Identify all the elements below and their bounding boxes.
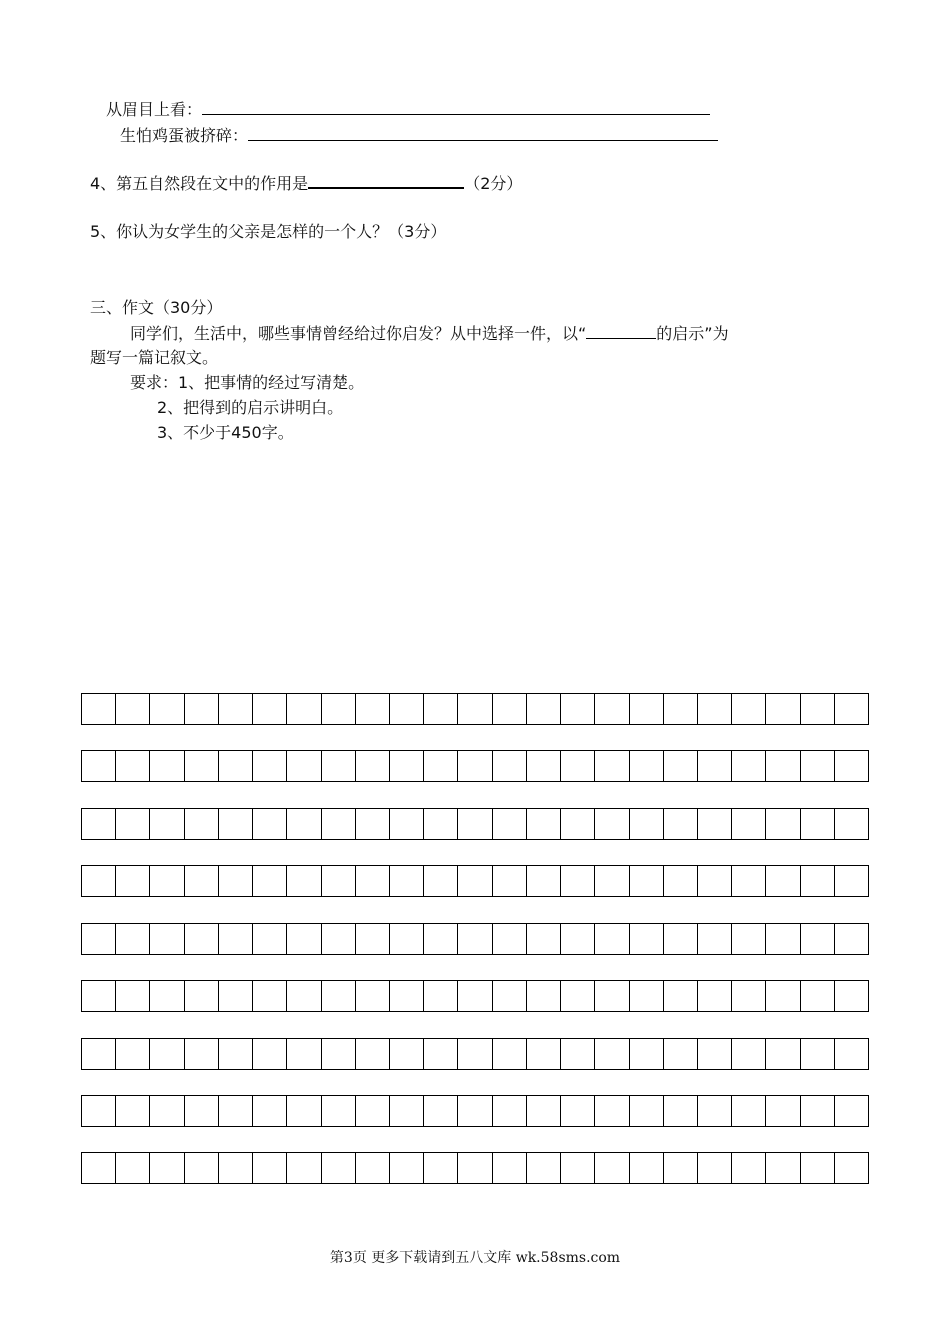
essay-prompt-line2: 题写一篇记叙文。: [90, 348, 219, 367]
grid-cell[interactable]: [322, 866, 356, 896]
grid-cell[interactable]: [801, 981, 835, 1011]
grid-cell[interactable]: [698, 751, 732, 781]
grid-cell[interactable]: [287, 694, 321, 724]
grid-cell[interactable]: [630, 924, 664, 954]
grid-cell[interactable]: [664, 924, 698, 954]
grid-cell[interactable]: [630, 809, 664, 839]
grid-cell[interactable]: [116, 866, 150, 896]
grid-cell[interactable]: [253, 1153, 287, 1183]
grid-cell[interactable]: [150, 1096, 184, 1126]
grid-cell[interactable]: [150, 981, 184, 1011]
grid-cell[interactable]: [322, 751, 356, 781]
grid-cell[interactable]: [527, 1153, 561, 1183]
grid-cell[interactable]: [390, 924, 424, 954]
essay-prompt-line1: [130, 324, 729, 344]
grid-cell[interactable]: [356, 924, 390, 954]
grid-cell[interactable]: [253, 694, 287, 724]
grid-cell[interactable]: [493, 981, 527, 1011]
grid-cell[interactable]: [664, 1153, 698, 1183]
grid-cell[interactable]: [664, 694, 698, 724]
grid-cell[interactable]: [82, 1039, 116, 1069]
grid-cell[interactable]: [185, 981, 219, 1011]
grid-cell[interactable]: [835, 866, 868, 896]
grid-cell[interactable]: [287, 981, 321, 1011]
grid-cell[interactable]: [390, 1096, 424, 1126]
grid-cell[interactable]: [732, 809, 766, 839]
grid-cell[interactable]: [561, 981, 595, 1011]
grid-cell[interactable]: [595, 1096, 629, 1126]
grid-cell[interactable]: [835, 809, 868, 839]
grid-cell[interactable]: [322, 924, 356, 954]
grid-cell[interactable]: [527, 809, 561, 839]
essay-prompt-end: 的启示”为: [656, 324, 729, 343]
grid-cell[interactable]: [424, 1096, 458, 1126]
grid-cell[interactable]: [253, 1096, 287, 1126]
grid-cell[interactable]: [82, 1153, 116, 1183]
grid-cell[interactable]: [527, 1039, 561, 1069]
grid-cell[interactable]: [595, 1039, 629, 1069]
essay-requirement-1: 要求：1、把事情的经过写清楚。: [130, 373, 365, 392]
grid-cell[interactable]: [116, 694, 150, 724]
grid-cell[interactable]: [390, 694, 424, 724]
grid-row: [81, 1095, 869, 1127]
grid-cell[interactable]: [732, 694, 766, 724]
grid-cell[interactable]: [595, 981, 629, 1011]
question-4-text: 4、第五自然段在文中的作用是: [90, 174, 309, 193]
grid-cell[interactable]: [527, 981, 561, 1011]
grid-cell[interactable]: [185, 1039, 219, 1069]
grid-cell[interactable]: [630, 1039, 664, 1069]
grid-cell[interactable]: [356, 694, 390, 724]
grid-cell[interactable]: [390, 1039, 424, 1069]
grid-cell[interactable]: [561, 809, 595, 839]
grid-cell[interactable]: [150, 751, 184, 781]
grid-cell[interactable]: [219, 1096, 253, 1126]
grid-cell[interactable]: [424, 924, 458, 954]
grid-cell[interactable]: [630, 694, 664, 724]
grid-cell[interactable]: [458, 694, 492, 724]
grid-cell[interactable]: [185, 1153, 219, 1183]
grid-cell[interactable]: [801, 751, 835, 781]
grid-cell[interactable]: [253, 981, 287, 1011]
grid-cell[interactable]: [732, 866, 766, 896]
grid-cell[interactable]: [219, 866, 253, 896]
grid-cell[interactable]: [356, 809, 390, 839]
grid-cell[interactable]: [458, 1153, 492, 1183]
grid-cell[interactable]: [766, 1096, 800, 1126]
grid-cell[interactable]: [322, 809, 356, 839]
grid-cell[interactable]: [561, 866, 595, 896]
grid-cell[interactable]: [630, 751, 664, 781]
grid-cell[interactable]: [630, 1153, 664, 1183]
grid-cell[interactable]: [116, 1096, 150, 1126]
grid-cell[interactable]: [835, 1039, 868, 1069]
grid-cell[interactable]: [82, 1096, 116, 1126]
grid-cell[interactable]: [150, 866, 184, 896]
grid-cell[interactable]: [766, 1153, 800, 1183]
grid-cell[interactable]: [493, 809, 527, 839]
question-4-blank[interactable]: [308, 187, 464, 189]
grid-cell[interactable]: [561, 694, 595, 724]
grid-cell[interactable]: [253, 924, 287, 954]
grid-cell[interactable]: [116, 981, 150, 1011]
page-footer: 第3页 更多下载请到五八文库 wk.58sms.com: [329, 1250, 621, 1266]
eyebrow-label: 从眉目上看：: [106, 100, 203, 119]
grid-cell[interactable]: [390, 1153, 424, 1183]
grid-cell[interactable]: [766, 866, 800, 896]
grid-cell[interactable]: [82, 809, 116, 839]
grid-cell[interactable]: [424, 694, 458, 724]
grid-cell[interactable]: [253, 1039, 287, 1069]
grid-cell[interactable]: [356, 981, 390, 1011]
grid-cell[interactable]: [698, 924, 732, 954]
grid-row: [81, 808, 869, 840]
grid-cell[interactable]: [493, 1039, 527, 1069]
grid-cell[interactable]: [253, 751, 287, 781]
grid-cell[interactable]: [527, 694, 561, 724]
grid-cell[interactable]: [390, 751, 424, 781]
grid-cell[interactable]: [561, 1153, 595, 1183]
grid-cell[interactable]: [595, 694, 629, 724]
grid-cell[interactable]: [287, 751, 321, 781]
grid-cell[interactable]: [390, 866, 424, 896]
grid-cell[interactable]: [185, 809, 219, 839]
grid-cell[interactable]: [458, 924, 492, 954]
grid-cell[interactable]: [801, 1153, 835, 1183]
grid-cell[interactable]: [698, 694, 732, 724]
grid-cell[interactable]: [766, 1039, 800, 1069]
question-5: 5、你认为女学生的父亲是怎样的一个人？（3分）: [90, 222, 447, 241]
grid-cell[interactable]: [390, 809, 424, 839]
grid-cell[interactable]: [458, 751, 492, 781]
grid-cell[interactable]: [698, 809, 732, 839]
grid-cell[interactable]: [493, 694, 527, 724]
grid-cell[interactable]: [219, 1039, 253, 1069]
grid-cell[interactable]: [150, 924, 184, 954]
grid-cell[interactable]: [493, 866, 527, 896]
grid-cell[interactable]: [561, 924, 595, 954]
grid-cell[interactable]: [835, 694, 868, 724]
grid-cell[interactable]: [527, 924, 561, 954]
grid-cell[interactable]: [630, 1096, 664, 1126]
grid-cell[interactable]: [766, 751, 800, 781]
grid-cell[interactable]: [424, 866, 458, 896]
grid-cell[interactable]: [527, 751, 561, 781]
grid-cell[interactable]: [322, 1096, 356, 1126]
grid-cell[interactable]: [116, 1153, 150, 1183]
grid-cell[interactable]: [732, 924, 766, 954]
grid-cell[interactable]: [287, 924, 321, 954]
grid-cell[interactable]: [493, 1153, 527, 1183]
grid-cell[interactable]: [219, 751, 253, 781]
grid-cell[interactable]: [698, 1039, 732, 1069]
grid-cell[interactable]: [630, 981, 664, 1011]
grid-cell[interactable]: [527, 1096, 561, 1126]
grid-cell[interactable]: [766, 981, 800, 1011]
grid-cell[interactable]: [150, 809, 184, 839]
grid-cell[interactable]: [322, 694, 356, 724]
grid-row: [81, 1152, 869, 1184]
grid-cell[interactable]: [801, 866, 835, 896]
grid-cell[interactable]: [595, 866, 629, 896]
grid-cell[interactable]: [732, 1153, 766, 1183]
grid-cell[interactable]: [116, 809, 150, 839]
grid-cell[interactable]: [150, 694, 184, 724]
grid-cell[interactable]: [630, 866, 664, 896]
grid-cell[interactable]: [595, 924, 629, 954]
grid-cell[interactable]: [801, 1039, 835, 1069]
essay-heading: 三、作文（30分）: [90, 298, 223, 317]
grid-row: [81, 1038, 869, 1070]
grid-cell[interactable]: [698, 866, 732, 896]
grid-row: [81, 865, 869, 897]
grid-cell[interactable]: [801, 924, 835, 954]
grid-cell[interactable]: [561, 1039, 595, 1069]
grid-cell[interactable]: [698, 981, 732, 1011]
grid-cell[interactable]: [835, 751, 868, 781]
grid-cell[interactable]: [664, 866, 698, 896]
grid-cell[interactable]: [82, 924, 116, 954]
grid-cell[interactable]: [82, 694, 116, 724]
grid-cell[interactable]: [287, 809, 321, 839]
grid-cell[interactable]: [322, 1039, 356, 1069]
grid-row: [81, 693, 869, 725]
grid-cell[interactable]: [185, 866, 219, 896]
grid-cell[interactable]: [390, 981, 424, 1011]
grid-cell[interactable]: [766, 924, 800, 954]
grid-cell[interactable]: [253, 866, 287, 896]
grid-cell[interactable]: [458, 1039, 492, 1069]
egg-label: 生怕鸡蛋被挤碎：: [120, 126, 249, 145]
grid-cell[interactable]: [185, 694, 219, 724]
grid-cell[interactable]: [698, 1153, 732, 1183]
grid-cell[interactable]: [561, 751, 595, 781]
grid-cell[interactable]: [458, 981, 492, 1011]
grid-cell[interactable]: [287, 1039, 321, 1069]
grid-cell[interactable]: [82, 751, 116, 781]
grid-cell[interactable]: [356, 1153, 390, 1183]
grid-cell[interactable]: [356, 751, 390, 781]
grid-cell[interactable]: [116, 751, 150, 781]
grid-row: [81, 980, 869, 1012]
grid-cell[interactable]: [424, 981, 458, 1011]
grid-cell[interactable]: [698, 1096, 732, 1126]
grid-cell[interactable]: [732, 981, 766, 1011]
grid-cell[interactable]: [766, 694, 800, 724]
grid-row: [81, 750, 869, 782]
grid-cell[interactable]: [595, 751, 629, 781]
grid-cell[interactable]: [150, 1039, 184, 1069]
grid-cell[interactable]: [287, 1153, 321, 1183]
grid-cell[interactable]: [150, 1153, 184, 1183]
question-4-score: （2分）: [464, 174, 523, 193]
grid-cell[interactable]: [664, 1039, 698, 1069]
grid-cell[interactable]: [219, 924, 253, 954]
grid-cell[interactable]: [732, 1096, 766, 1126]
grid-cell[interactable]: [424, 751, 458, 781]
grid-cell[interactable]: [527, 866, 561, 896]
grid-cell[interactable]: [595, 809, 629, 839]
grid-cell[interactable]: [595, 1153, 629, 1183]
eyebrow-answer-line: [106, 100, 710, 120]
grid-cell[interactable]: [287, 1096, 321, 1126]
grid-cell[interactable]: [493, 1096, 527, 1126]
grid-cell[interactable]: [253, 809, 287, 839]
grid-cell[interactable]: [801, 809, 835, 839]
grid-cell[interactable]: [664, 809, 698, 839]
grid-cell[interactable]: [185, 1096, 219, 1126]
question-4: [90, 174, 522, 194]
grid-cell[interactable]: [356, 1039, 390, 1069]
grid-cell[interactable]: [664, 751, 698, 781]
essay-prompt-start: 同学们，生活中，哪些事情曾经给过你启发？从中选择一件，以“: [130, 324, 587, 343]
grid-cell[interactable]: [801, 694, 835, 724]
grid-cell[interactable]: [493, 751, 527, 781]
grid-cell[interactable]: [766, 809, 800, 839]
grid-cell[interactable]: [185, 751, 219, 781]
grid-cell[interactable]: [801, 1096, 835, 1126]
grid-cell[interactable]: [493, 924, 527, 954]
grid-cell[interactable]: [835, 1153, 868, 1183]
grid-cell[interactable]: [287, 866, 321, 896]
grid-cell[interactable]: [82, 981, 116, 1011]
grid-cell[interactable]: [424, 1153, 458, 1183]
grid-cell[interactable]: [835, 1096, 868, 1126]
grid-cell[interactable]: [458, 809, 492, 839]
essay-requirement-2: 2、把得到的启示讲明白。: [157, 398, 344, 417]
grid-cell[interactable]: [561, 1096, 595, 1126]
egg-blank[interactable]: [248, 140, 718, 141]
grid-row: [81, 923, 869, 955]
grid-cell[interactable]: [424, 809, 458, 839]
grid-cell[interactable]: [116, 1039, 150, 1069]
grid-cell[interactable]: [219, 809, 253, 839]
grid-cell[interactable]: [356, 866, 390, 896]
essay-title-blank[interactable]: [586, 338, 656, 339]
grid-cell[interactable]: [322, 981, 356, 1011]
essay-requirement-3: 3、不少于450字。: [157, 423, 294, 442]
grid-cell[interactable]: [219, 694, 253, 724]
grid-cell[interactable]: [458, 1096, 492, 1126]
grid-cell[interactable]: [835, 981, 868, 1011]
grid-cell[interactable]: [835, 924, 868, 954]
grid-cell[interactable]: [185, 924, 219, 954]
grid-cell[interactable]: [664, 981, 698, 1011]
grid-cell[interactable]: [664, 1096, 698, 1126]
grid-cell[interactable]: [116, 924, 150, 954]
grid-cell[interactable]: [219, 981, 253, 1011]
grid-cell[interactable]: [458, 866, 492, 896]
grid-cell[interactable]: [732, 751, 766, 781]
grid-cell[interactable]: [219, 1153, 253, 1183]
eyebrow-blank[interactable]: [202, 114, 710, 115]
grid-cell[interactable]: [732, 1039, 766, 1069]
egg-answer-line: [120, 126, 718, 146]
grid-cell[interactable]: [424, 1039, 458, 1069]
grid-cell[interactable]: [356, 1096, 390, 1126]
grid-cell[interactable]: [322, 1153, 356, 1183]
grid-cell[interactable]: [82, 866, 116, 896]
